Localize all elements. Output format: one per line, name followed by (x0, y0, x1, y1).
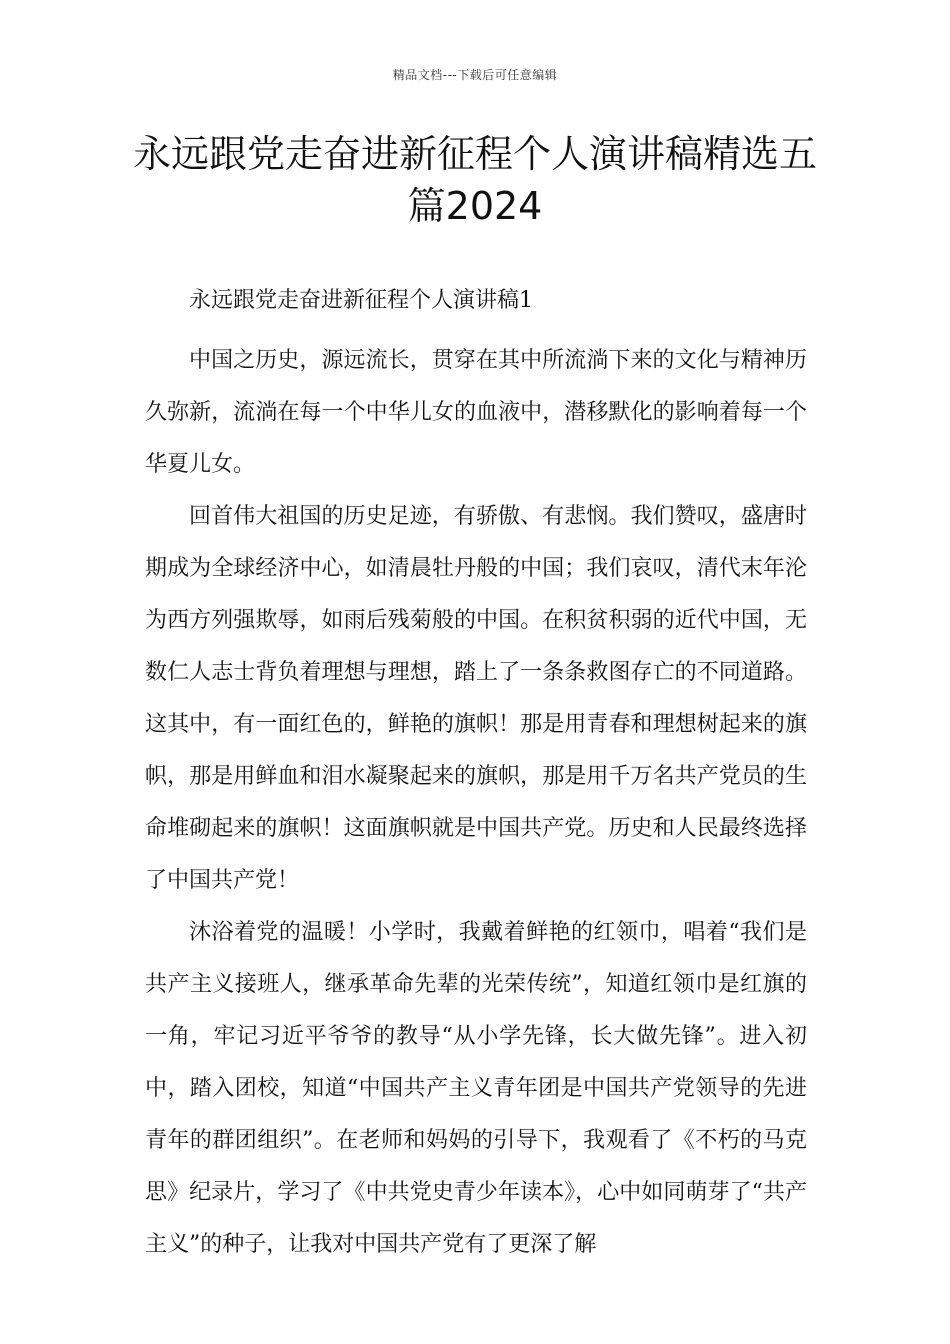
paragraph-3: 沐浴着党的温暖！小学时，我戴着鲜艳的红领巾，唱着“我们是共产主义接班人，继承革命先辈的光荣传统”，知道红领巾是红旗的一角，牢记习近平爷爷的教导“从小学先锋，长大做先锋”。进入初中，踏入团校，知道“中国共产主义青年团是中国共产党领导的先进青年的群团组织”。在老师和妈妈的引导下，我观看了《不朽的马克思》纪录片，学习了《中共党史青少年读本》，心中如同萌芽了“共产主义”的种子，让我对中国共产党有了更深了解 (145, 920, 807, 1257)
header-note: 精品文档---下载后可任意编辑 (392, 68, 558, 82)
paragraph-2: 回首伟大祖国的历史足迹，有骄傲、有悲悯。我们赞叹，盛唐时期成为全球经济中心，如清晨牡丹般的中国；我们哀叹，清代末年沦为西方列强欺辱，如雨后残菊般的中国。在积贫积弱的近代中国，无数仁人志士背负着理想与理想，踏上了一条条救图存亡的不同道路。这其中，有一面红色的，鲜艳的旗帜！那是用青春和理想树起来的旗帜，那是用鲜血和泪水凝聚起来的旗帜，那是用千万名共产党员的生命堆砌起来的旗帜！这面旗帜就是中国共产党。历史和人民最终选择了中国共产党！ (145, 504, 807, 893)
document-title: 永远跟党走奋进新征程个人演讲稿精选五篇2024 (132, 132, 817, 228)
document-body (145, 283, 807, 1271)
section-title: 永远跟党走奋进新征程个人演讲稿1 (189, 288, 533, 313)
paragraph-1: 中国之历史，源远流长，贯穿在其中所流淌下来的文化与精神历久弥新，流淌在每一个中华儿女的血液中，潜移默化的影响着每一个华夏儿女。 (145, 348, 807, 477)
